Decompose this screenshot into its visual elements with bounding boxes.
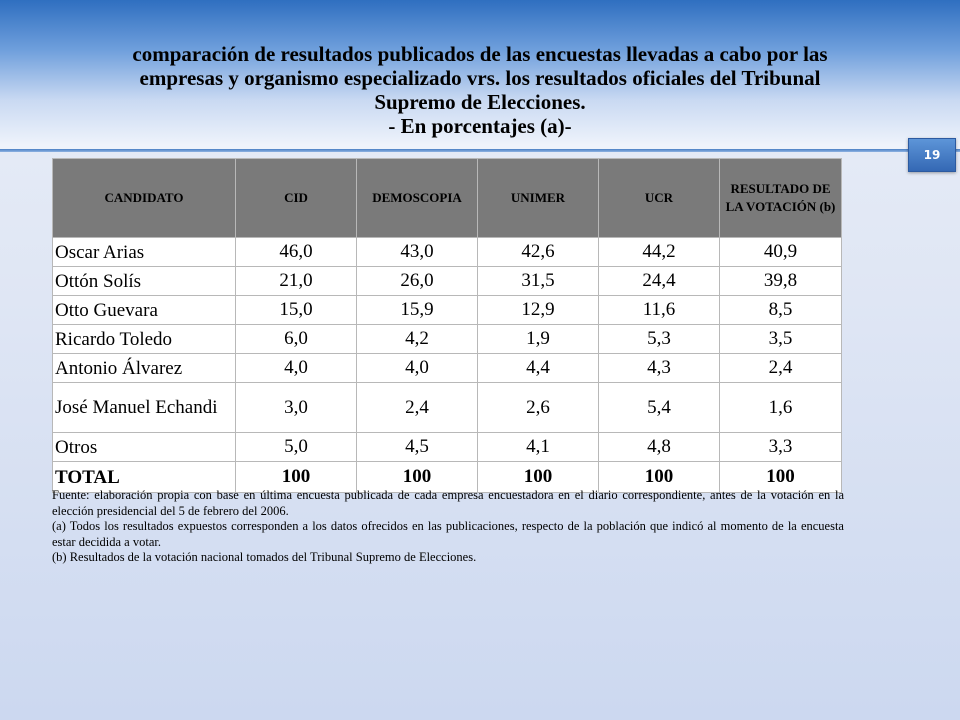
header-candidato: CANDIDATO [53, 159, 236, 238]
page-number-badge: 19 [908, 138, 956, 172]
header-divider [0, 149, 960, 152]
value-resultado: 3,5 [720, 325, 842, 354]
value-ucr: 4,8 [599, 433, 720, 462]
total-label: TOTAL [53, 462, 236, 493]
candidate-name: Ottón Solís [53, 267, 236, 296]
value-resultado: 8,5 [720, 296, 842, 325]
value-demoscopia: 15,9 [357, 296, 478, 325]
value-ucr: 5,4 [599, 383, 720, 433]
value-ucr: 24,4 [599, 267, 720, 296]
candidate-name: Ricardo Toledo [53, 325, 236, 354]
table-row [53, 296, 842, 325]
total-demoscopia: 100 [357, 462, 478, 493]
total-cid: 100 [236, 462, 357, 493]
value-cid: 15,0 [236, 296, 357, 325]
value-cid: 21,0 [236, 267, 357, 296]
value-demoscopia: 4,5 [357, 433, 478, 462]
table-row [53, 238, 842, 267]
header-ucr: UCR [599, 159, 720, 238]
value-unimer: 4,1 [478, 433, 599, 462]
value-cid: 6,0 [236, 325, 357, 354]
header-demoscopia: DEMOSCOPIA [357, 159, 478, 238]
slide-title [80, 42, 880, 138]
value-unimer: 31,5 [478, 267, 599, 296]
header-cid: CID [236, 159, 357, 238]
value-ucr: 5,3 [599, 325, 720, 354]
table-header-row [53, 159, 842, 238]
value-demoscopia: 4,2 [357, 325, 478, 354]
candidate-name: Oscar Arias [53, 238, 236, 267]
source-note: Fuente: elaboración propia con base en última encuesta publicada de cada empresa encuestadora en el diario correspondiente, antes de la votación en la elección presidencial del 5 de febrero del 2006. [52, 488, 844, 518]
total-resultado: 100 [720, 462, 842, 493]
table-row [53, 433, 842, 462]
table-row [53, 354, 842, 383]
header-resultado: RESULTADO DE LA VOTACIÓN (b) [720, 159, 842, 238]
value-cid: 4,0 [236, 354, 357, 383]
value-unimer: 42,6 [478, 238, 599, 267]
header-unimer: UNIMER [478, 159, 599, 238]
value-demoscopia: 4,0 [357, 354, 478, 383]
title-line-4: - En porcentajes (a)- [388, 114, 572, 138]
value-demoscopia: 43,0 [357, 238, 478, 267]
value-unimer: 4,4 [478, 354, 599, 383]
value-ucr: 11,6 [599, 296, 720, 325]
value-unimer: 12,9 [478, 296, 599, 325]
value-cid: 3,0 [236, 383, 357, 433]
table-row [53, 383, 842, 433]
results-table [52, 158, 842, 493]
table-notes [52, 488, 844, 566]
candidate-name: Otros [53, 433, 236, 462]
value-resultado: 1,6 [720, 383, 842, 433]
footnote-a: (a) Todos los resultados expuestos corresponden a los datos ofrecidos en las publicaciones, respecto de la población que indicó al momento de la encuesta estar decidida a votar. [52, 519, 844, 549]
table-row [53, 325, 842, 354]
value-resultado: 39,8 [720, 267, 842, 296]
table-row [53, 267, 842, 296]
candidate-name: Antonio Álvarez [53, 354, 236, 383]
value-ucr: 44,2 [599, 238, 720, 267]
value-resultado: 40,9 [720, 238, 842, 267]
value-cid: 46,0 [236, 238, 357, 267]
footnote-b: (b) Resultados de la votación nacional tomados del Tribunal Supremo de Elecciones. [52, 550, 477, 564]
title-line-2: empresas y organismo especializado vrs. los resultados oficiales del Tribunal [139, 66, 821, 90]
total-unimer: 100 [478, 462, 599, 493]
value-unimer: 1,9 [478, 325, 599, 354]
value-resultado: 2,4 [720, 354, 842, 383]
title-line-3: Supremo de Elecciones. [374, 90, 586, 114]
value-cid: 5,0 [236, 433, 357, 462]
value-ucr: 4,3 [599, 354, 720, 383]
value-unimer: 2,6 [478, 383, 599, 433]
candidate-name: José Manuel Echandi [53, 383, 236, 433]
value-demoscopia: 26,0 [357, 267, 478, 296]
candidate-name: Otto Guevara [53, 296, 236, 325]
value-resultado: 3,3 [720, 433, 842, 462]
value-demoscopia: 2,4 [357, 383, 478, 433]
total-ucr: 100 [599, 462, 720, 493]
title-line-1: comparación de resultados publicados de las encuestas llevadas a cabo por las [132, 42, 828, 66]
